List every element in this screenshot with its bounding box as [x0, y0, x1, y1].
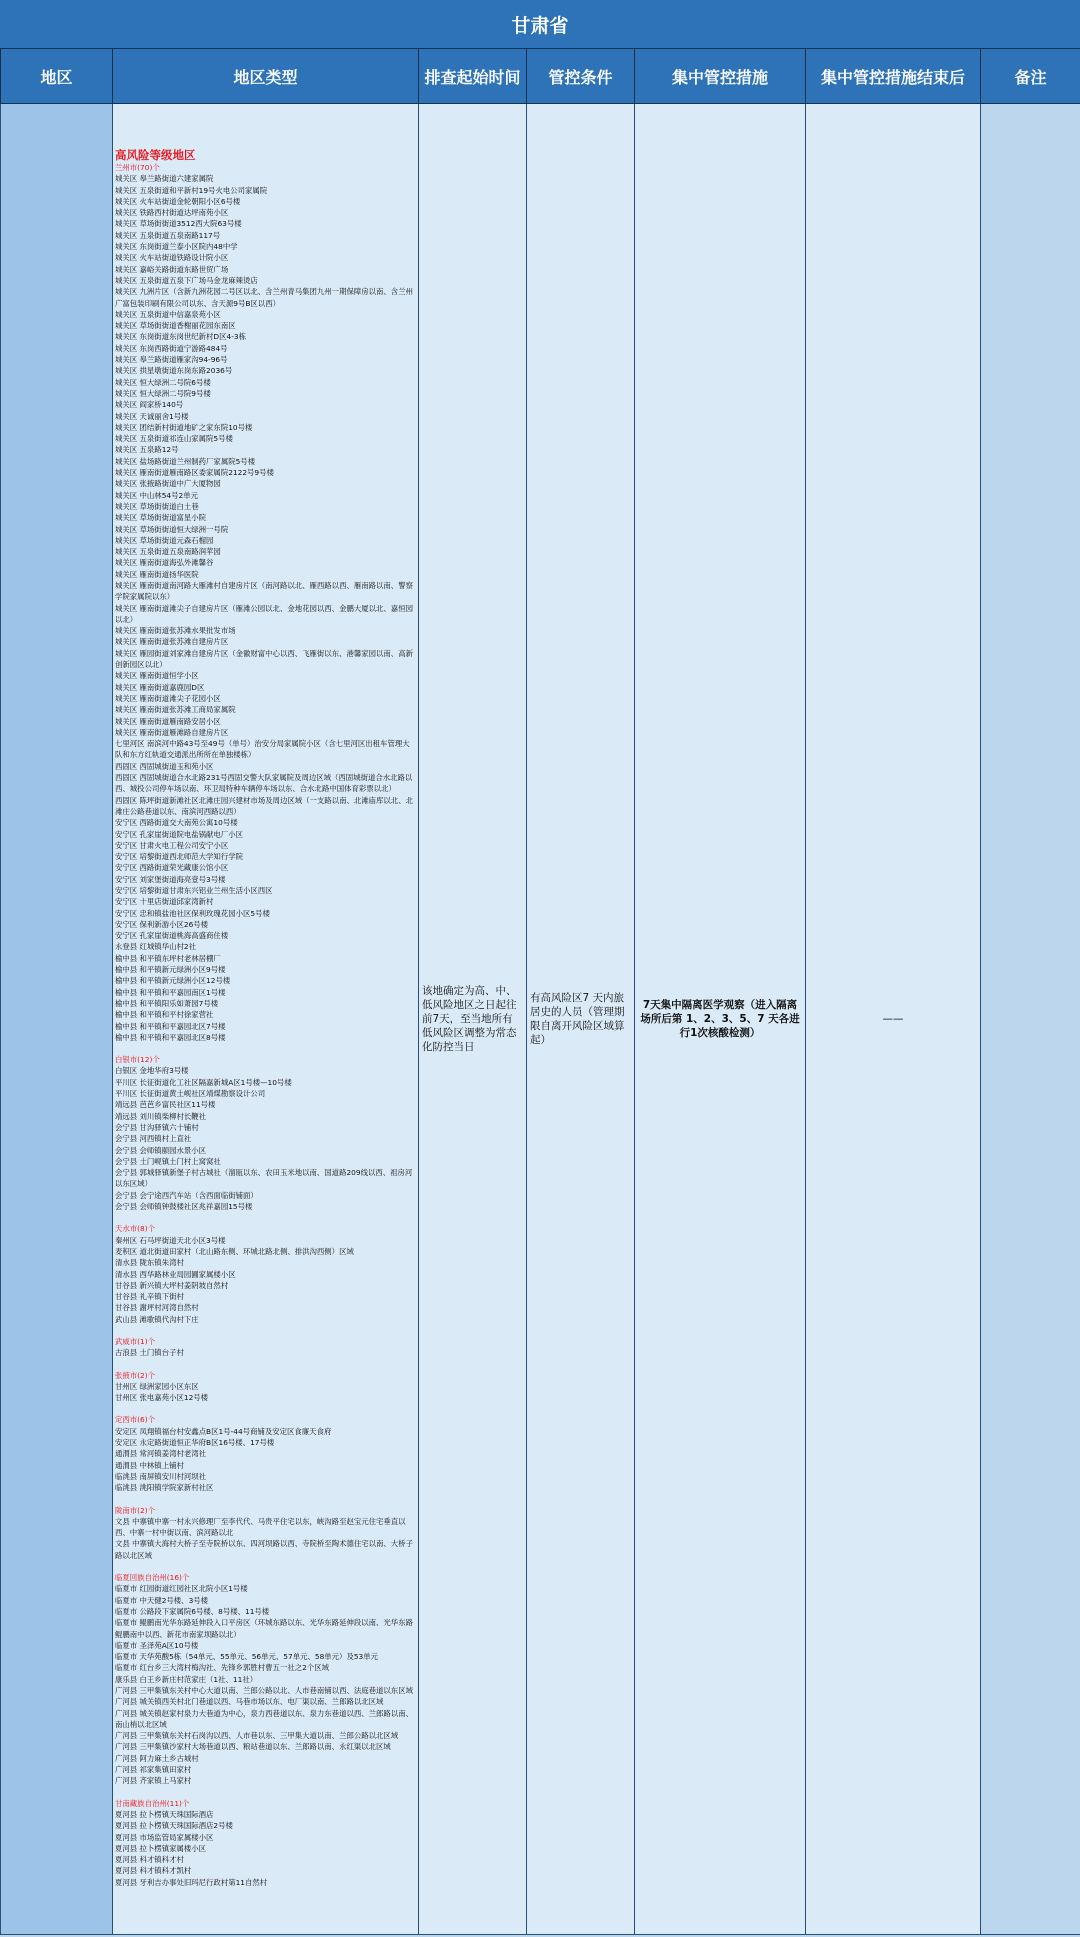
list-item: 清水县 陇东镇朱湾村: [115, 1258, 184, 1268]
list-item: 夏河县 科才镇科才村: [115, 1855, 184, 1865]
header-region-type: 地区类型: [113, 49, 419, 104]
list-item: 西固区 西固城街道合水北路231号西固交警大队家属院及周边区域（西固城街道合水北路以西、城投公司停车场以南、环卫局特种车辆停车场以东、合水北路中国体育彩票以北）: [115, 773, 413, 794]
list-item: 城关区 雁南街道扬华医院: [115, 569, 199, 579]
list-item: 临夏市 红园街道红园社区北院小区1号楼: [115, 1584, 248, 1594]
list-item: 城关区 火车站街道铁路设计院小区: [115, 253, 229, 263]
list-item: 榆中县 和平镇东坪村老林居棚厂: [115, 953, 221, 963]
list-item: 临夏市 红台乡三大湾村梅沟社、先锋乡郭胜村曹五一社之2个区域: [115, 1663, 329, 1673]
list-item: 城关区 九洲片区（含新九洲花园二号区以北、含兰州青马集团九州一期保障房以南、含兰州广富包装印刷有限公司以东、含天源9号B区以西）: [115, 287, 413, 308]
header-control-condition: 管控条件: [527, 49, 635, 104]
list-item: 城关区 皋兰路街道六建家属院: [115, 174, 214, 184]
list-item: 城关区 中山林54号2单元: [115, 490, 198, 500]
list-item: 城关区 雁南街道张苏滩自建房片区: [115, 637, 229, 647]
table-row: [1, 104, 1080, 1935]
list-item: 城关区 雁南街道滩尖子自建房片区（雁滩公园以北、金地花园以西、金鹏大厦以北、嘉恒园以北）: [115, 603, 413, 624]
list-item: 安宁区 孔家崖街道桃海高盛商住楼: [115, 931, 229, 941]
list-item: 武山县 滩歌镇代沟村下庄: [115, 1314, 199, 1324]
list-item: 夏河县 牙利吉办事处旧玛尼行政村第11自然村: [115, 1877, 268, 1887]
remark-cell: [981, 104, 1080, 1935]
list-item: 城关区 天诚丽舍1号楼: [115, 411, 189, 421]
list-item: 城关区 五泉街道和平新村19号火电公司家属院: [115, 185, 268, 195]
list-item: 城关区 皋兰路街道雁家沟94-96号: [115, 355, 228, 365]
list-item: 平川区 长征街道化工社区隔嘉新城A区1号楼—10号楼: [115, 1077, 292, 1087]
centralized-measure-cell: 7天集中隔离医学观察（进入隔离场所后第 1、2、3、5、7 天各进行1次核酸检测）: [635, 104, 806, 1935]
list-item: 安宁区 忠和镇盐池社区保利玫瑰花园小区5号楼: [115, 908, 270, 918]
list-item: 安宁区 培黎街道西北师范大学知行学院: [115, 852, 243, 862]
list-item: 城关区 恒大绿洲二号院6号楼: [115, 377, 211, 387]
list-item: 通渭县 中林镇上铺村: [115, 1460, 184, 1470]
header-region: 地区: [1, 49, 113, 104]
list-item: 广河县 城关镇西关村北门巷道以西、马巷市场以东、电厂渠以南、兰郎路以北区域: [115, 1697, 384, 1707]
list-item: 临夏市 鲲鹏南光华东路延伸段入口平房区（环城东路以东、光华东路延伸段以南、光华东路鲲鹏南中以西、新花市南家坝路以北）: [115, 1618, 413, 1639]
list-item: 康乐县 白王乡新庄村范家庄（1社、11社）: [115, 1674, 258, 1684]
area-list: [115, 162, 416, 1888]
list-item: 城关区 五泉街道祁连山家属院5号楼: [115, 434, 233, 444]
list-item: 广河县 祁家集镇田家村: [115, 1765, 192, 1775]
list-item: 安定区 凤翔镇福台村安鑫点B区1号-44号商铺及安定区食廉天食府: [115, 1426, 332, 1436]
list-item: 城关区 张掖路街道中广大厦物园: [115, 479, 221, 489]
list-item: 城关区 草场街街道白土巷: [115, 501, 199, 511]
after-measure-cell: ——: [806, 104, 981, 1935]
control-condition-cell: 有高风险区7 天内旅居史的人员（管理期限自离开风险区域算起）: [527, 104, 635, 1935]
region-type-cell: [113, 104, 419, 1935]
list-item: 安宁区 十里店街道邱家湾新村: [115, 897, 214, 907]
list-item: 白银区 金地华府3号楼: [115, 1066, 189, 1076]
list-item: 秦州区 石马坪街道天北小区3号楼: [115, 1235, 226, 1245]
list-item: 临夏市 天华苑酸5栋（54单元、55单元、56单元、57单元、58单元）及53单元: [115, 1652, 379, 1662]
list-item: 永登县 红城镇华山村2社: [115, 942, 196, 952]
city-header: 白银市(12)个: [115, 1055, 160, 1065]
list-item: 城关区 阎家桥140号: [115, 400, 184, 410]
list-item: 城关区 雁南街道南河路大雁滩村自建房片区（南河路以北、雁西路以西、雁南路以南、警察学院家属院以东）: [115, 580, 413, 602]
list-item: 城关区 五泉路12号: [115, 445, 179, 455]
list-item: 安宁区 保利新游小区26号楼: [115, 919, 209, 929]
city-header: 天水市(8)个: [115, 1224, 156, 1234]
list-item: 城关区 雁南街道雁南路区委家属院2122号9号楼: [115, 468, 274, 478]
list-item: 古浪县 土门镇台子村: [115, 1348, 184, 1358]
list-item: 甘谷县 礼辛镇下街村: [115, 1292, 184, 1302]
list-item: 安定区 永定路街道恒正华府B区16号楼、17号楼: [115, 1438, 275, 1448]
list-item: 榆中县 和平镇和平嘉园南区1号楼: [115, 987, 226, 997]
start-time-cell: 该地确定为高、中、低风险地区之日起往前7天，至当地所有低风险区调整为常态化防控当日: [419, 104, 527, 1935]
list-item: 城关区 雁园街道刘家滩自建房片区（金徽财富中心以西、飞雁街以东、港馨家园以南、高新创新园区以北）: [115, 648, 413, 670]
list-item: 西固区 西固城街道玉和苑小区: [115, 761, 214, 771]
list-item: 西固区 陈坪街道新滩社区北滩庄园兴建材市场及周边区域（一支路以南、北滩庙库以北、北滩庄公路巷道以东、南滨河西路以西）: [115, 795, 413, 816]
city-header: 陇南市(2)个: [115, 1505, 156, 1515]
list-item: 城关区 草场街街道香榭丽花园东南区: [115, 321, 236, 331]
list-item: 榆中县 和平镇和平嘉园北区7号楼: [115, 1021, 226, 1031]
list-item: 城关区 草场街街道富星小院: [115, 513, 207, 523]
list-item: 夏河县 拉卜楞镇天珠国际酒店2号楼: [115, 1821, 233, 1831]
list-item: 榆中县 和平镇新元绿洲小区12号楼: [115, 976, 231, 986]
list-item: 甘谷县 謝坪村河湾自然村: [115, 1303, 199, 1313]
list-item: 临洮县 南屏镇安川村河坝社: [115, 1471, 207, 1481]
list-item: 夏河县 拉卜楞镇家属楼小区: [115, 1843, 207, 1853]
list-item: 会宁县 会师镇颐园水景小区: [115, 1145, 207, 1155]
header-centralized-measure: 集中管控措施: [635, 49, 806, 104]
list-item: 临夏市 公路段下家属院6号楼、8号楼、11号楼: [115, 1606, 270, 1616]
list-item: 夏河县 科才镇科才凯村: [115, 1866, 192, 1876]
list-item: 会宁县 郭城驿镇新堡子村古城社（溜瓯以东、农田玉米地以南、国道路209线以西、祖房河以东区域）: [115, 1168, 413, 1189]
list-item: 城关区 铁路西村街道达坪南苑小区: [115, 208, 229, 218]
list-item: 广河县 阿力麻土乡古城村: [115, 1753, 199, 1763]
header-after-measure: 集中管控措施结束后: [806, 49, 981, 104]
list-item: 靖远县 芭芭乡富民社区11号楼: [115, 1100, 216, 1110]
list-item: 甘州区 绿洲家园小区东区: [115, 1381, 199, 1391]
list-item: 城关区 盐场路街道兰州制药厂家属院5号楼: [115, 456, 256, 466]
list-item: 城关区 雁南街道雁南路安居小区: [115, 716, 221, 726]
list-item: 会宁县 会师镇钟鼓楼社区兆祥嘉园15号楼: [115, 1202, 253, 1212]
list-item: 会宁县 甘沟驿镇六十铺村: [115, 1122, 199, 1132]
list-item: 广河县 三甲集镇沙家村大场巷道以西、粮站巷道以东、兰郎路以南、永红渠以北区域: [115, 1742, 391, 1752]
list-item: 城关区 团结新村街道地矿之家东院10号楼: [115, 422, 253, 432]
header-row: [1, 49, 1080, 104]
risk-area-table: [0, 48, 1080, 1935]
list-item: 城关区 雁南街道嘉鹿园D区: [115, 682, 205, 692]
list-item: 城关区 草场街街道恒大绿洲一号院: [115, 524, 229, 534]
list-item: 甘州区 张电嘉苑小区12号楼: [115, 1393, 209, 1403]
list-item: 城关区 雁南街道张苏滩水果批发市场: [115, 626, 236, 636]
list-item: 城关区 雁南街道滩尖子花园小区: [115, 693, 221, 703]
list-item: 安宁区 西路街道交大南苑公寓10号楼: [115, 818, 238, 828]
city-header: 甘南藏族自治州(11)个: [115, 1798, 190, 1808]
list-item: 会宁县 河西镇村上直社: [115, 1134, 192, 1144]
list-item: 会宁县 会宁途西汽车站（含西面临街铺面）: [115, 1190, 258, 1200]
list-item: 临洮县 洮阳镇学院家新村社区: [115, 1483, 214, 1493]
list-item: 广河县 城关镇赵家村泉力大巷道为中心，泉力西巷道以东、泉力东巷道以西、兰郎路以南、南山梢以北区域: [115, 1708, 413, 1729]
list-item: 城关区 雁南街道张苏滩工商局家属院: [115, 705, 236, 715]
list-item: 平川区 长征街道黄土岘社区靖煤勘察设计公司: [115, 1089, 266, 1099]
list-item: 广河县 三甲集镇东关村石岗沟以西、人市巷以东、三甲集大道以南、兰郎公路以北区域: [115, 1731, 399, 1741]
list-item: 安宁区 刘家堡街道海亮壹号3号楼: [115, 874, 226, 884]
city-header: 临夏回族自治州(16)个: [115, 1573, 190, 1583]
list-item: 夏河县 拉卜楞镇天珠国际酒店: [115, 1809, 214, 1819]
list-item: 临夏市 圣泽苑A区10号楼: [115, 1640, 199, 1650]
list-item: 城关区 雁南街道海弘外滩馨谷: [115, 558, 214, 568]
list-item: 城关区 雁南街道雁滩路自建房片区: [115, 727, 229, 737]
city-header: 定西市(6)个: [115, 1415, 156, 1425]
list-item: 榆中县 和平镇新元绿洲小区9号楼: [115, 965, 226, 975]
list-item: 城关区 雁南街道恒学小区: [115, 671, 199, 681]
list-item: 安宁区 西路街道荣光藏康公馆小区: [115, 863, 229, 873]
header-remark: 备注: [981, 49, 1080, 104]
list-item: 广河县 三甲集镇东关村中心大道以南、兰郎公路以北、人市巷南铺以西、法庭巷道以东区域: [115, 1686, 413, 1695]
list-item: 榆中县 和平镇阳乐如萧园7号楼: [115, 998, 219, 1008]
area-list-container: [115, 148, 416, 1934]
list-item: 会宁县 土门岘镇土门村上窝窝社: [115, 1156, 221, 1166]
list-item: 榆中县 和平镇和平嘉园北区8号楼: [115, 1032, 226, 1042]
list-item: 城关区 拱星墩街道东岗东路2036号: [115, 366, 233, 376]
list-item: 城关区 东岗街道东岗世纪新村D区4-3栋: [115, 332, 246, 342]
list-item: 安宁区 甘肃火电工程公司安宁小区: [115, 840, 229, 850]
list-item: 城关区 恒大绿洲二号院9号楼: [115, 388, 211, 398]
list-item: 安宁区 培黎街道甘肃东兴铝业兰州生活小区西区: [115, 886, 273, 895]
list-item: 城关区 草场街街道元森石榴园: [115, 535, 214, 545]
list-item: 城关区 火车站街道金轮朝阳小区6号楼: [115, 196, 241, 206]
city-header: 武威市(1)个: [115, 1336, 156, 1346]
list-item: 城关区 五泉街道五泉南路润苹园: [115, 547, 221, 557]
list-item: 榆中县 和平镇和平村徐家营社: [115, 1010, 214, 1020]
list-item: 文县 中寨镇中寨一村永兴修理厂至李代代、马贵平住宅以东，峡沟路至赵宝元住宅垂直以西、中寨一村中街以南、滨河路以北: [115, 1516, 406, 1538]
list-item: 城关区 五泉街道五泉南路117号: [115, 230, 221, 240]
list-item: 甘谷县 新兴镇大坪村姜阴坡自然村: [115, 1280, 229, 1290]
list-item: 城关区 嘉峪关路街道东路世贸广场: [115, 264, 229, 274]
list-item: 通渭县 常河镇姜湾村老湾社: [115, 1449, 207, 1459]
list-item: 安宁区 孔家崖街道院电盐锅献电厂小区: [115, 829, 243, 839]
list-item: 临夏市 中天健2号楼、3号楼: [115, 1595, 209, 1605]
list-item: 城关区 五泉街道五泉下广场马金龙麻辣烫店: [115, 275, 258, 285]
list-item: 麦积区 道北街道田家村（北山路东侧、环城北路北侧、排洪沟西侧）区域: [115, 1246, 354, 1256]
list-item: 城关区 五泉街道中信嘉泉苑小区: [115, 309, 221, 319]
list-item: 清水县 西华路林业局园圃家属楼小区: [115, 1269, 236, 1279]
list-item: 城关区 东岗西路街道宁游路484号: [115, 343, 228, 353]
page-title: 甘肃省: [0, 0, 1080, 48]
list-item: 广河县 齐家镇上马家村: [115, 1776, 192, 1786]
list-item: 城关区 草场街街道3512西大院63号楼: [115, 219, 242, 229]
header-start-time: 排查起始时间: [419, 49, 527, 104]
list-item: 夏河县 市场监管局家属楼小区: [115, 1832, 214, 1842]
region-cell: [1, 104, 113, 1935]
city-header: 张掖市(2)个: [115, 1370, 156, 1380]
list-item: 七里河区 南滨河中路43号至49号（单号）治安分局家属院小区（含七里河区出租车管理大队和东方红轨道交通派出所所在单独楼栋）: [115, 739, 410, 760]
city-header: 兰州市(70)个: [115, 163, 160, 172]
list-item: 城关区 东岗街道兰泰小区院内48中学: [115, 242, 238, 252]
risk-level-title: 高风险等级地区: [115, 148, 196, 162]
list-item: 靖远县 刘川镇柴柳村长鞭社: [115, 1111, 207, 1121]
list-item: 文县 中寨镇大海村大桥子至寺院桥以东、四河坝路以西、寺院桥至陶术德住宅以南、大桥子路以北区域: [115, 1539, 413, 1560]
